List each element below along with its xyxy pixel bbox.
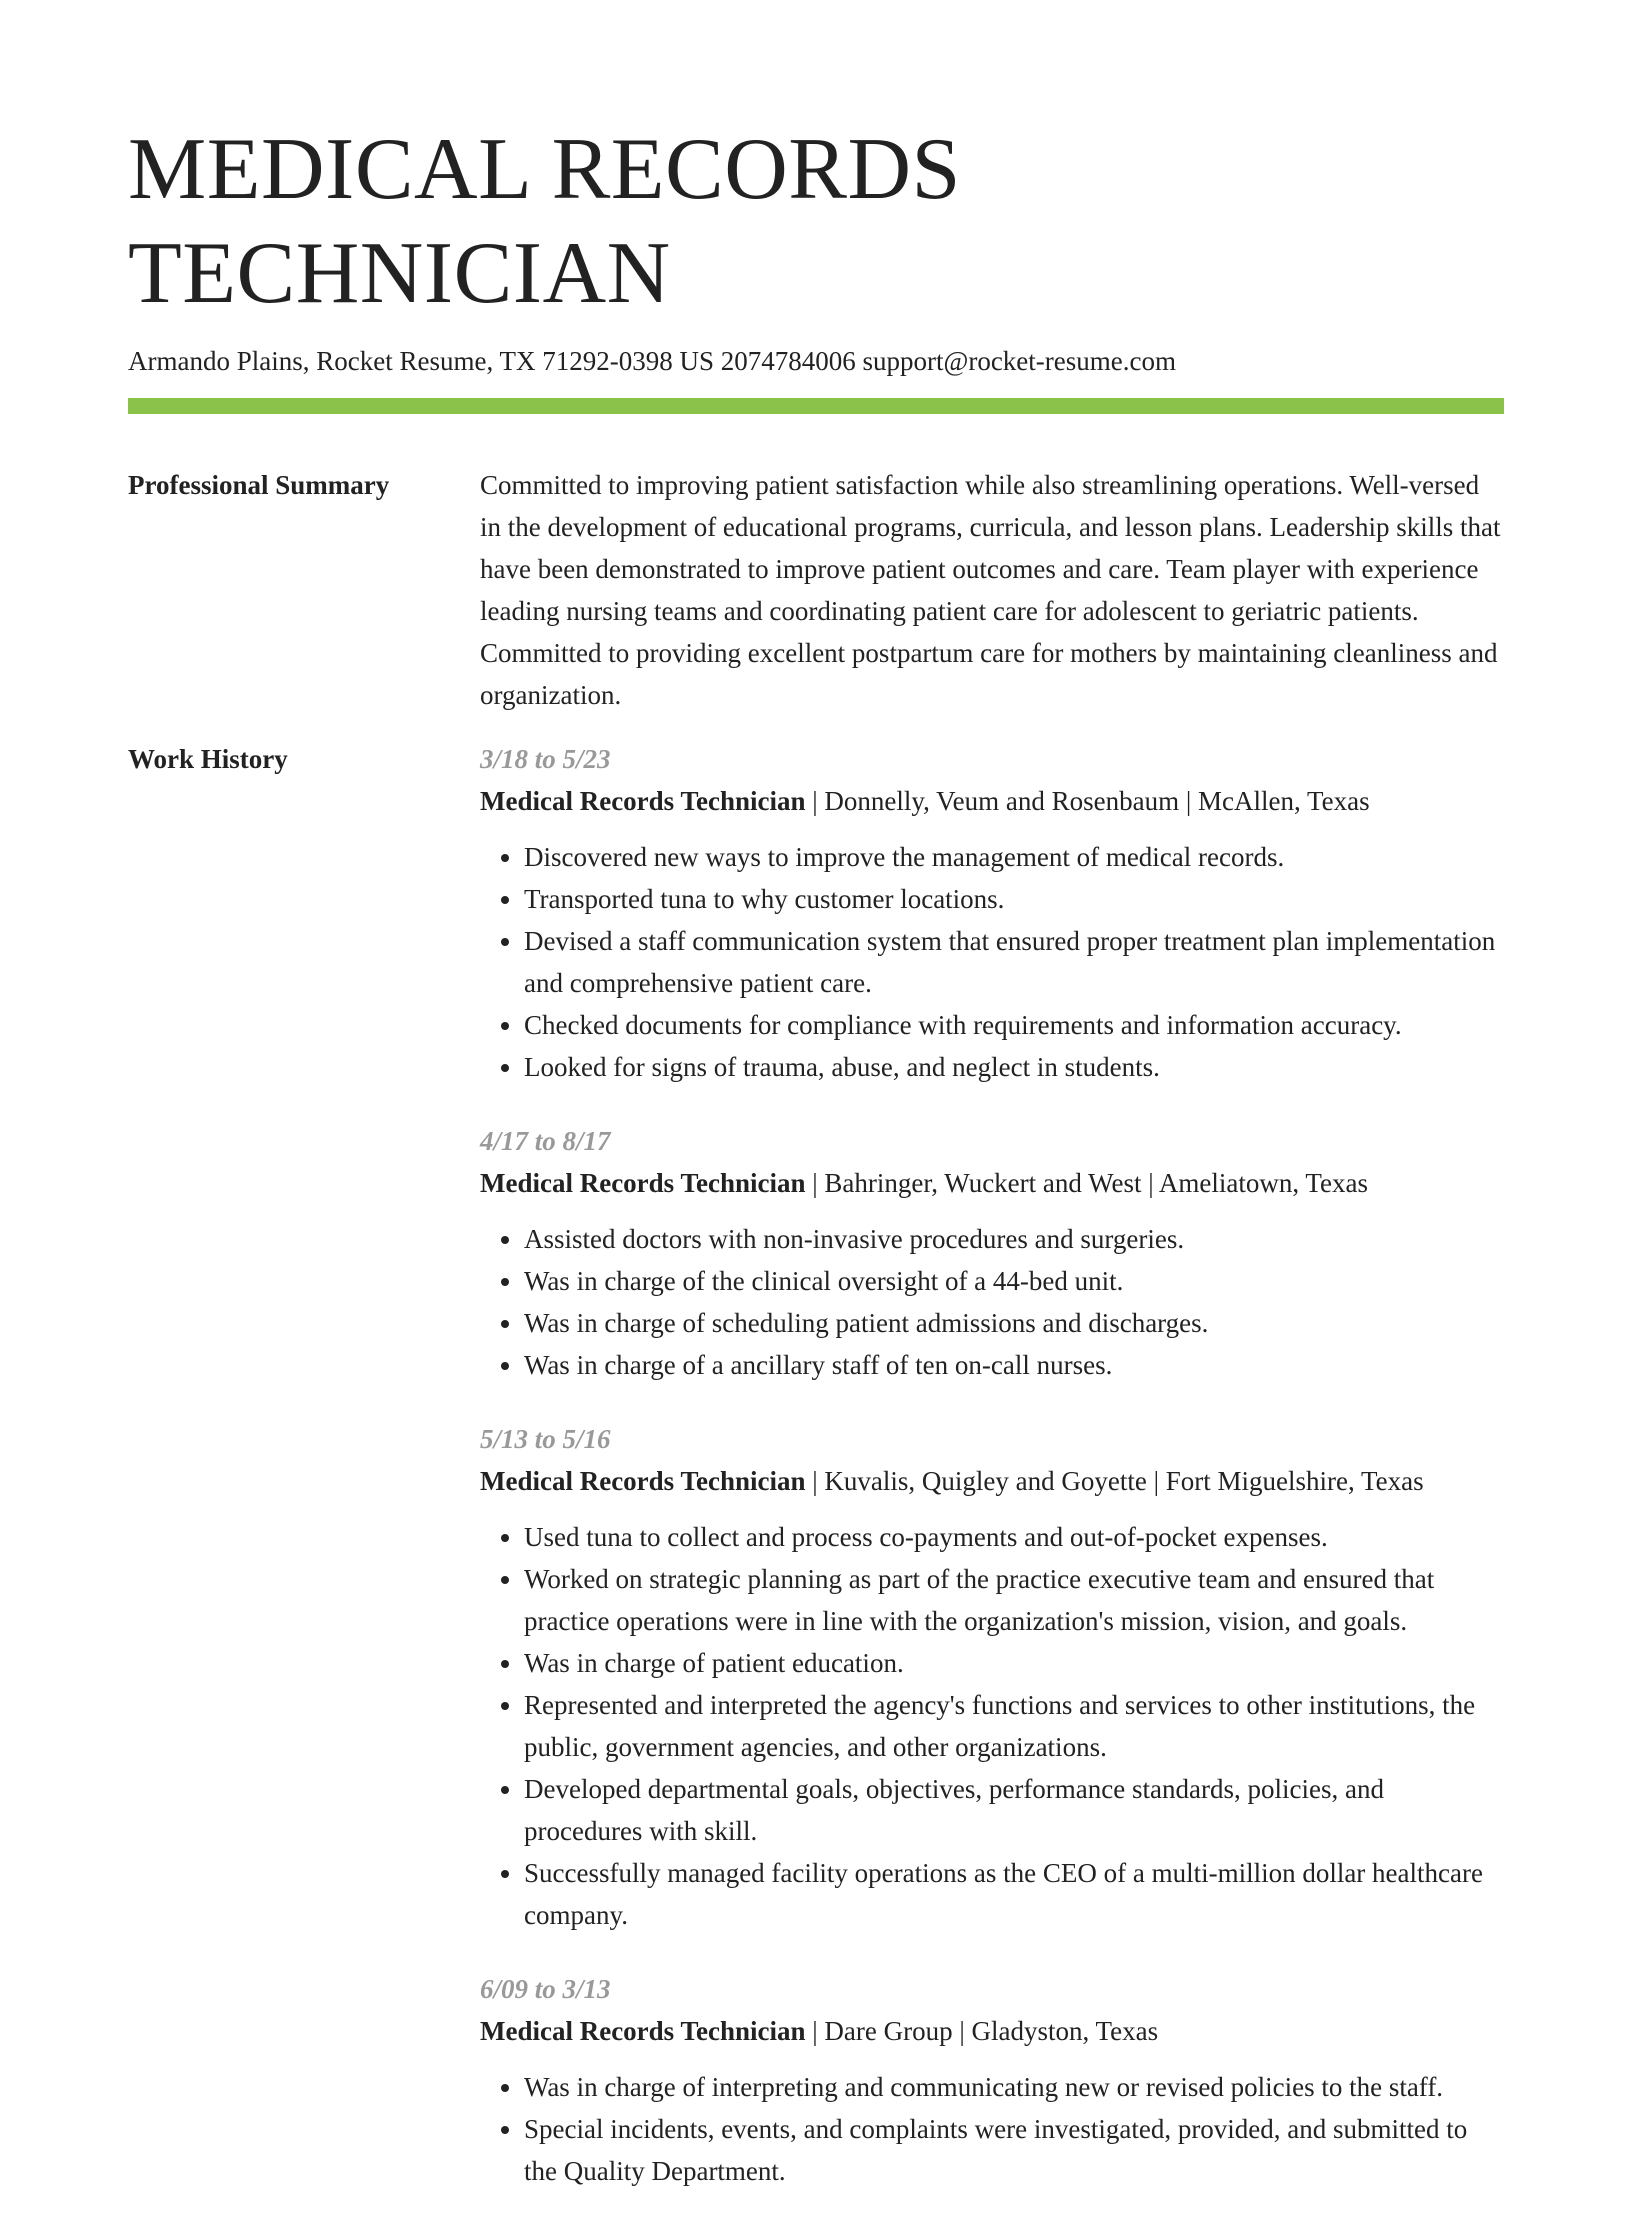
job-title: Medical Records Technician [480,1466,806,1496]
contact-line: Armando Plains, Rocket Resume, TX 71292-0398 US 2074784006 support@rocket-resume.com [128,346,1176,376]
job-date: 3/18 to 5/23 [480,744,611,774]
job-bullet: • Looked for signs of trauma, abuse, and neglect in students. [524,1046,1504,1088]
section-label: Work History [128,744,288,774]
job-bullet: • Was in charge of patient education. [524,1642,1504,1684]
job-bullet: • Used tuna to collect and process co-payments and out-of-pocket expenses. [524,1516,1504,1558]
job-entry [480,1968,1504,2192]
summary-text: Committed to improving patient satisfaction while also streamlining operations. Well-versed in the development of educational programs, curricula, and lesson plans. Leadership skills that have been demonstrated to improve patient outcomes and care. Team player with experience leading nursing teams and coordinating patient care for adolescent to geriatric patients. Committed to providing excellent postpartum care for mothers by maintaining cleanliness and organization. [480,470,1501,710]
job-heading [480,1460,1504,1502]
job-bullet: • Represented and interpreted the agency's functions and services to other institutions, the public, government agencies, and other organizations. [524,1684,1504,1768]
job-bullets [480,1516,1504,1936]
job-bullet: • Developed departmental goals, objectives, performance standards, policies, and procedures with skill. [524,1768,1504,1852]
job-bullets [480,836,1504,1088]
job-bullet: • Was in charge of scheduling patient admissions and discharges. [524,1302,1504,1344]
job-employer-location: | Dare Group | Gladyston, Texas [805,2016,1159,2046]
job-title: Medical Records Technician [480,786,806,816]
job-bullet: • Devised a staff communication system that ensured proper treatment plan implementation and comprehensive patient care. [524,920,1504,1004]
job-entry [480,1418,1504,1936]
job-bullet: • Checked documents for compliance with requirements and information accuracy. [524,1004,1504,1046]
professional-summary-section [128,464,1504,716]
work-history-section [128,738,1504,2224]
job-heading [480,1162,1504,1204]
job-bullet: • Successfully managed facility operations as the CEO of a multi-million dollar healthcare company. [524,1852,1504,1936]
job-entry [480,1120,1504,1386]
job-bullet: • Was in charge of interpreting and communicating new or revised policies to the staff. [524,2066,1504,2108]
resume-page [128,0,1504,2224]
job-date: 4/17 to 8/17 [480,1126,611,1156]
job-bullet: • Assisted doctors with non-invasive procedures and surgeries. [524,1218,1504,1260]
job-date: 6/09 to 3/13 [480,1974,611,2004]
job-bullet: • Transported tuna to why customer locations. [524,878,1504,920]
job-heading [480,2010,1504,2052]
job-title: Medical Records Technician [480,1168,806,1198]
jobs-list [480,738,1504,2224]
resume-title: MEDICAL RECORDS TECHNICIAN [128,121,961,322]
job-bullets [480,2066,1504,2192]
job-date: 5/13 to 5/16 [480,1424,611,1454]
job-entry [480,738,1504,1088]
section-label: Professional Summary [128,470,390,500]
job-employer-location: | Kuvalis, Quigley and Goyette | Fort Miguelshire, Texas [805,1466,1424,1496]
job-bullets [480,1218,1504,1386]
job-title: Medical Records Technician [480,2016,806,2046]
job-heading [480,780,1504,822]
accent-divider [128,398,1504,414]
job-bullet: • Discovered new ways to improve the management of medical records. [524,836,1504,878]
section-body [480,464,1504,716]
job-employer-location: | Bahringer, Wuckert and West | Ameliatown, Texas [805,1168,1368,1198]
job-bullet: • Was in charge of the clinical oversight of a 44-bed unit. [524,1260,1504,1302]
job-bullet: • Special incidents, events, and complaints were investigated, provided, and submitted to the Quality Department. [524,2108,1504,2192]
job-employer-location: | Donnelly, Veum and Rosenbaum | McAllen, Texas [805,786,1370,816]
job-bullet: • Worked on strategic planning as part of the practice executive team and ensured that practice operations were in line with the organization's mission, vision, and goals. [524,1558,1504,1642]
job-bullet: • Was in charge of a ancillary staff of ten on-call nurses. [524,1344,1504,1386]
